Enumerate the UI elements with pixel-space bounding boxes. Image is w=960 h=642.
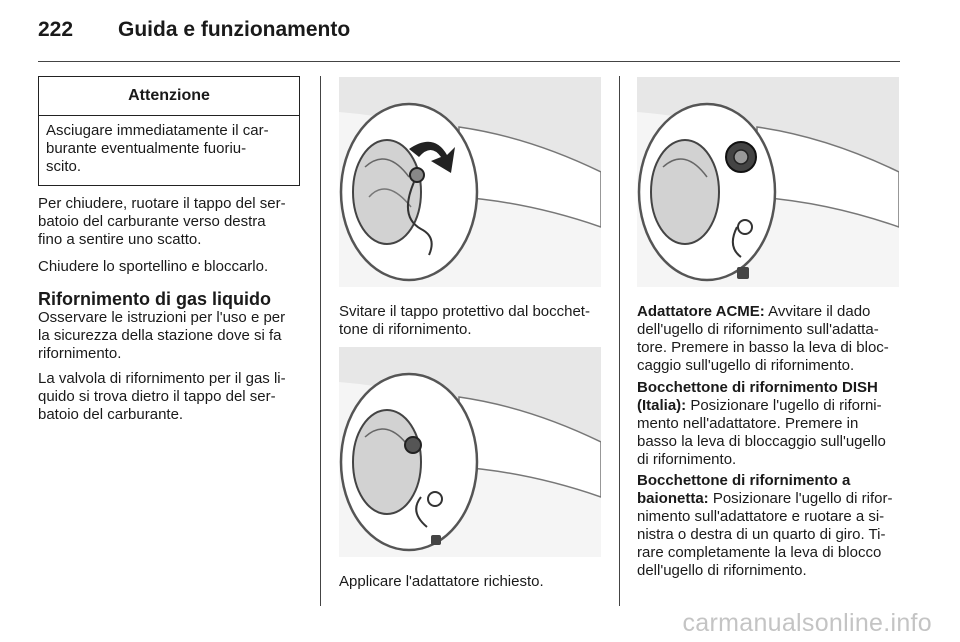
illustration-adapter-fitted (637, 77, 899, 287)
close-flap-text: Chiudere lo sportellino e bloccarlo. (38, 258, 269, 275)
page-number: 222 (38, 18, 74, 41)
bayonet-adapter-text: Bocchettone di rifornimento a baionetta: Posizionare l'ugello di rifor- nimento sull'adattatore e ruotare a si- nistra o destra di un quarto di giro. Ti- rare completamente la leva di blocco dell'ugello di rifornimento. (637, 472, 893, 579)
column-divider-1 (320, 76, 321, 606)
section-heading-lpg: Rifornimento di gas liquido (38, 289, 271, 309)
header-rule (38, 61, 900, 62)
column-divider-2 (619, 76, 620, 606)
caption-unscrew: Svitare il tappo protettivo dal bocchet- tone di rifornimento. (339, 303, 590, 338)
acme-adapter-text: Adattatore ACME: Avvitare il dado dell'ugello di rifornimento sull'adatta- tore. Premere in basso la leva di bloc- caggio sull'ugello di rifornimento. (637, 303, 889, 374)
warning-box (38, 76, 300, 186)
page-title: Guida e funzionamento (118, 18, 351, 41)
warning-text: Asciugare immediatamente il car- burante eventualmente fuoriu- scito. (46, 122, 269, 175)
watermark: carmanualsonline.info (682, 609, 932, 637)
illustration-apply-adapter (339, 347, 601, 557)
lpg-safety-text: Osservare le istruzioni per l'uso e per la sicurezza della stazione dove si fa rifornimento. (38, 309, 286, 362)
caption-adapter: Applicare l'adattatore richiesto. (339, 573, 544, 590)
illustration-unscrew-cap (339, 77, 601, 287)
closing-instructions: Per chiudere, ruotare il tappo del ser- batoio del carburante verso destra fino a sentire uno scatto. (38, 195, 286, 248)
lpg-valve-text: La valvola di rifornimento per il gas li- quido si trova dietro il tappo del ser- batoio del carburante. (38, 370, 286, 423)
warning-heading: Attenzione (39, 77, 299, 116)
dish-adapter-text: Bocchettone di rifornimento DISH (Italia): Posizionare l'ugello di riforni- mento nell'adattatore. Premere in basso la leva di bloccaggio sull'ugello di rifornimento. (637, 379, 886, 468)
